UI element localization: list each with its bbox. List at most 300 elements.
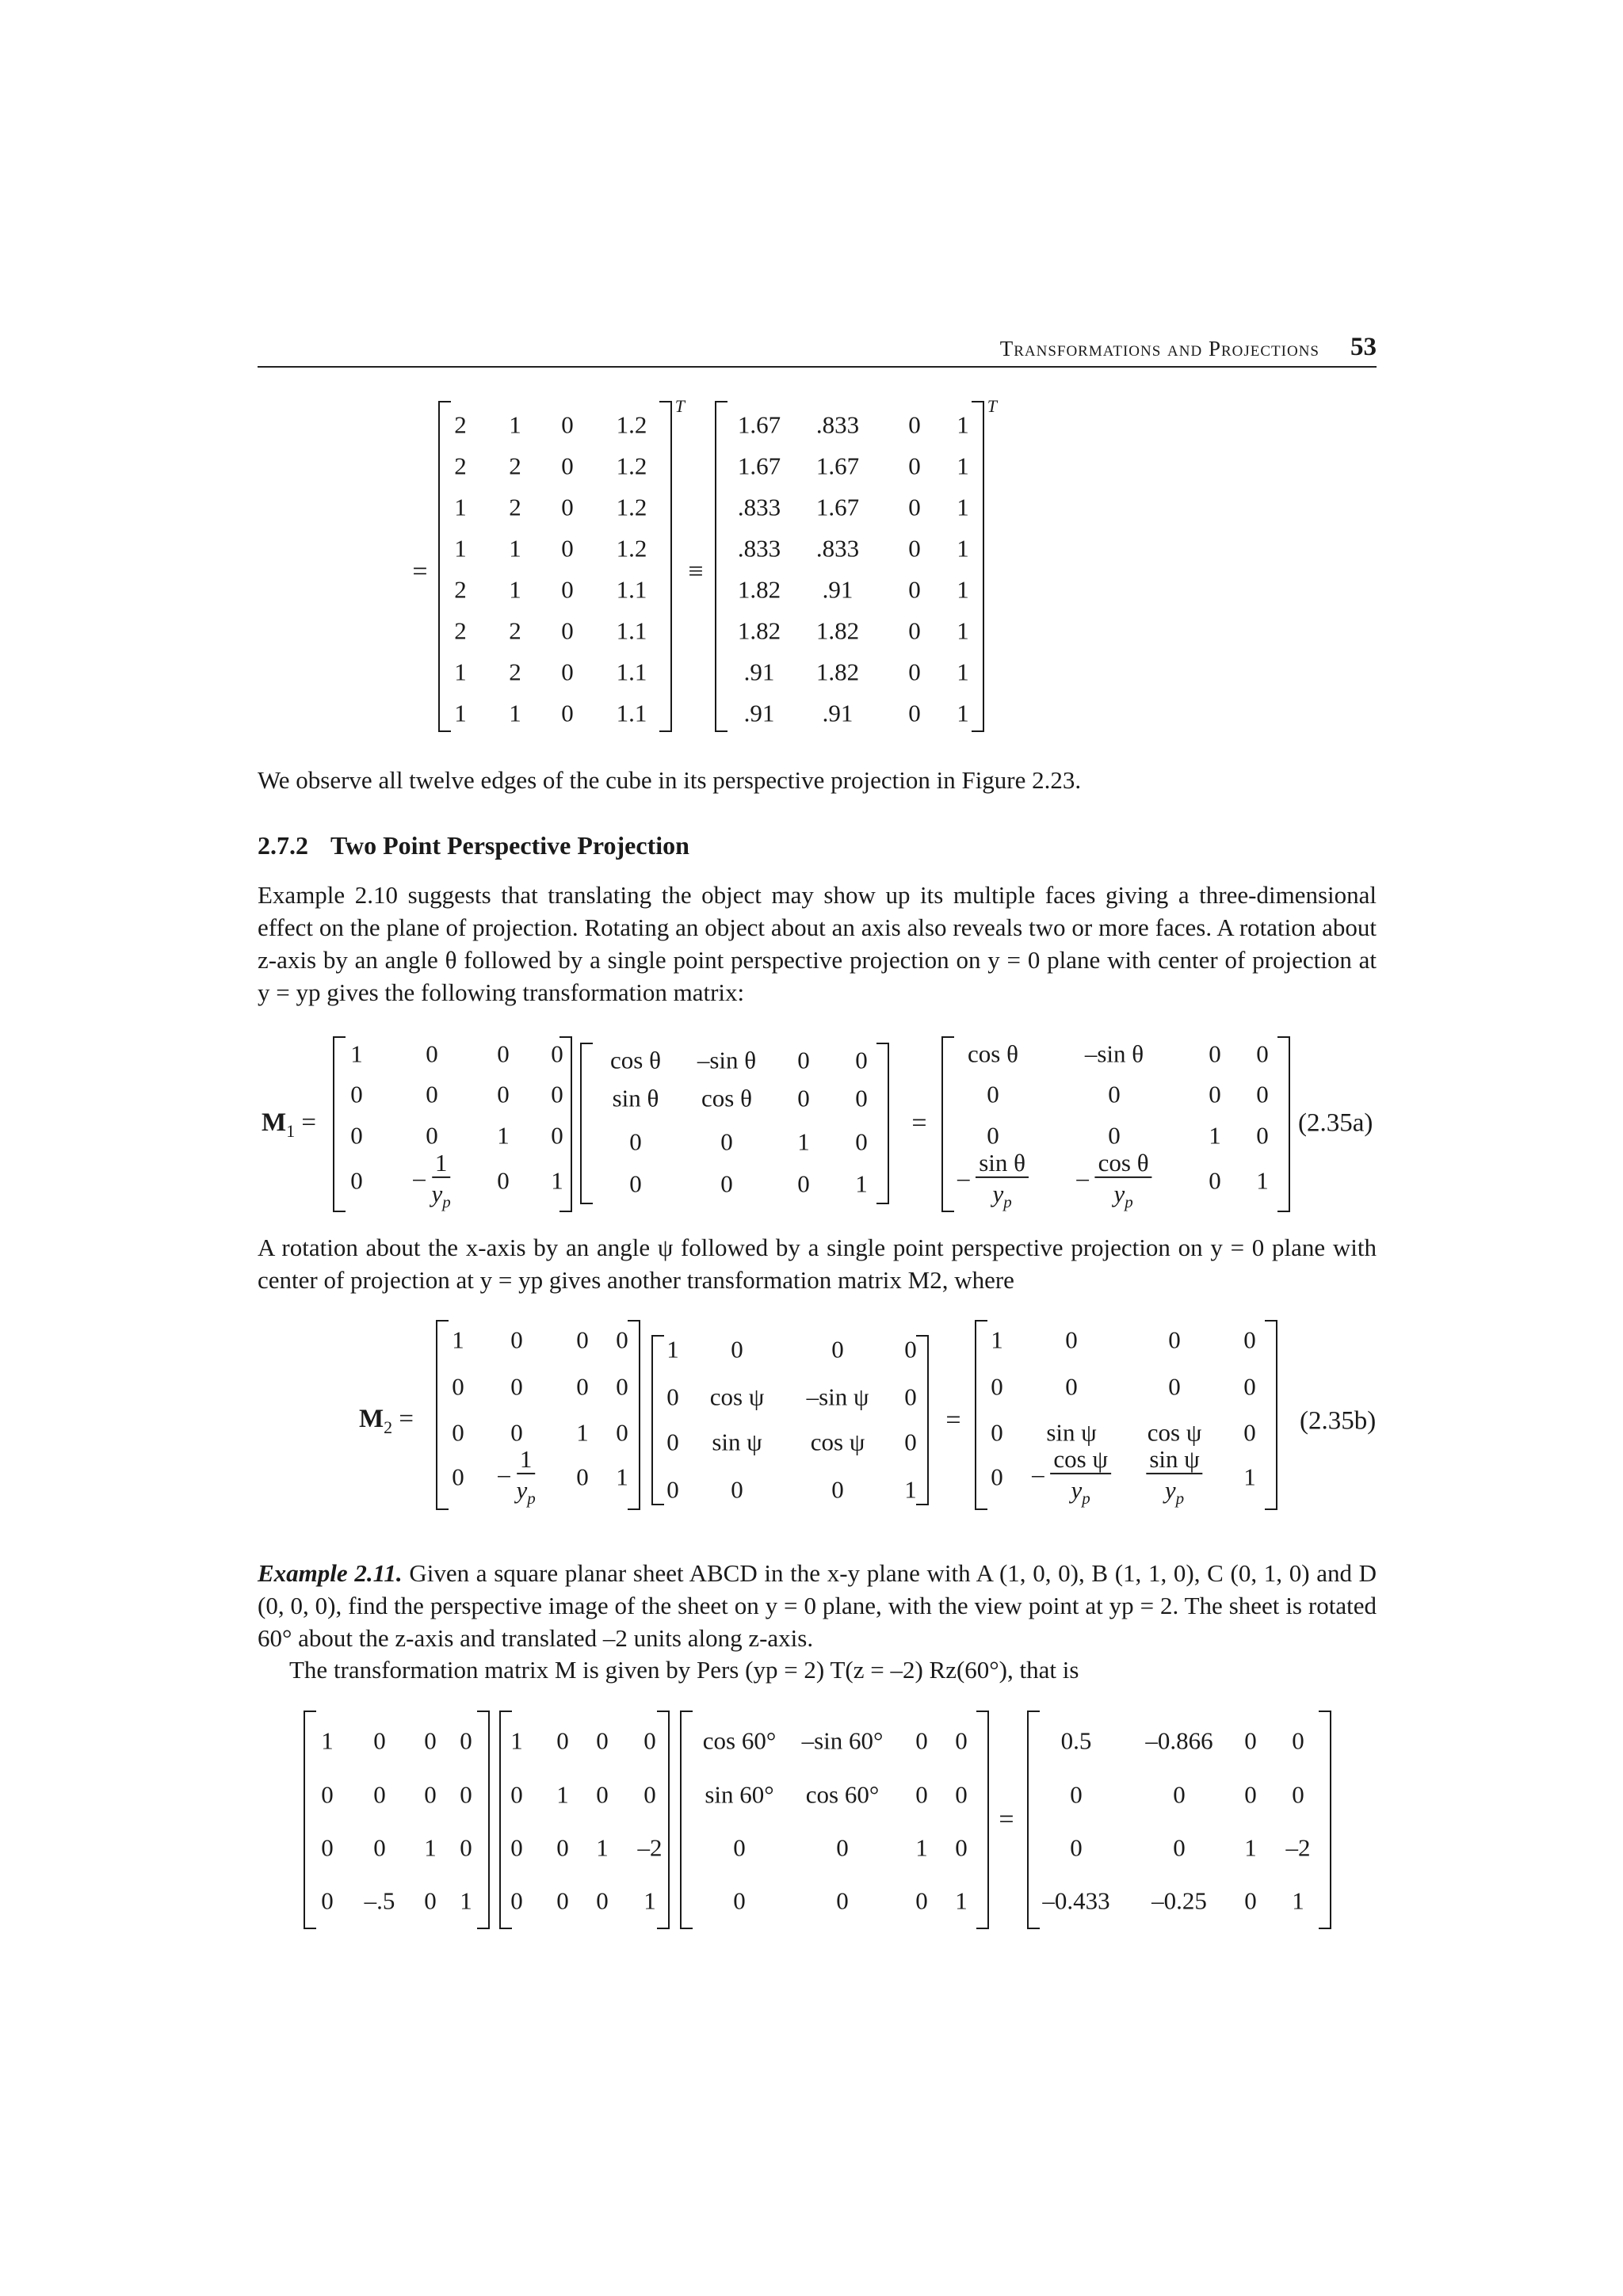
matrix-rotation-x	[651, 1335, 929, 1505]
right-bracket	[876, 1043, 889, 1204]
matrix-cell: 1	[666, 1335, 679, 1363]
matrix-result-example	[1027, 1711, 1331, 1929]
matrix-cell: 1.2	[616, 410, 647, 439]
matrix-cell: 0	[350, 1080, 363, 1108]
numerator: cos ψ	[1050, 1447, 1110, 1474]
fraction-body	[1095, 1150, 1152, 1211]
matrix-cell: .833	[737, 493, 781, 521]
right-bracket	[657, 1711, 670, 1929]
matrix-cell: .91	[822, 699, 854, 727]
matrix-cell	[1146, 1444, 1202, 1508]
matrix-label-m1: $M_1$ =	[262, 1108, 317, 1141]
matrix-cell: 1	[1292, 1886, 1304, 1915]
matrix-cell: 0	[1065, 1325, 1078, 1354]
matrix-cell: 0	[908, 658, 921, 686]
matrix-cell: 0	[831, 1335, 844, 1363]
paragraph-two-point-intro: Example 2.10 suggests that translating the object may show up its multiple faces giving a three-dimensional effect on the plane of projection. Rotating an object about an axis also reveals two or more faces. A rotation about z-axis by an angle θ followed by a single point perspective projection on y = 0 plane with center of projection at y = yp gives the following transformation matrix:	[258, 881, 1377, 1006]
matrix-cell: 2	[509, 616, 521, 645]
matrix-cell: 0	[561, 534, 574, 563]
matrix-cell: 1.1	[616, 699, 647, 727]
matrix-cell: 0	[452, 1418, 464, 1447]
denominator: $y_p$	[431, 1179, 451, 1212]
matrix-cell: 1.1	[616, 575, 647, 604]
matrix-cell: 1	[424, 1833, 437, 1862]
fraction	[1032, 1444, 1111, 1508]
matrix-perspective-example	[304, 1711, 490, 1929]
matrix-cell: 0	[1209, 1039, 1221, 1068]
matrix-result-m2	[975, 1320, 1277, 1510]
example-label: Example 2.11.	[258, 1559, 403, 1587]
matrix-cell: cos ψ	[810, 1428, 865, 1456]
matrix-cell: 1	[350, 1039, 363, 1068]
matrix-cell: 1.82	[737, 575, 781, 604]
paragraph-example-2-11	[258, 1557, 1377, 1654]
fraction-body	[1050, 1444, 1110, 1508]
paragraph-twelve-edges: We observe all twelve edges of the cube in its perspective projection in Figure 2.23.	[258, 766, 1082, 794]
matrix-cell: sin θ	[612, 1084, 659, 1112]
matrix-cell: 0	[596, 1886, 609, 1915]
section-heading	[258, 831, 689, 860]
left-bracket	[941, 1036, 954, 1212]
right-bracket	[628, 1320, 640, 1510]
matrix-cell: 0	[904, 1335, 917, 1363]
matrix-cell: 2	[454, 575, 467, 604]
equals-sign: =	[945, 1405, 961, 1435]
matrix-cell: 0	[904, 1383, 917, 1411]
matrix-cell: 1	[616, 1463, 628, 1491]
matrix-cell: 0	[510, 1833, 523, 1862]
equals-sign: =	[999, 1805, 1014, 1834]
matrix-cell: 1	[957, 410, 969, 439]
matrix-cell: 1.82	[737, 616, 781, 645]
matrix-cell: 0	[1065, 1372, 1078, 1401]
matrix-cell: 1	[957, 658, 969, 686]
matrix-cell: 1	[1244, 1833, 1257, 1862]
matrix-cell: 1.82	[815, 616, 860, 645]
matrix-cell: 1	[321, 1726, 334, 1755]
transpose-superscript: T	[987, 396, 997, 416]
matrix-cell: 0	[424, 1780, 437, 1809]
minus-sign: –	[498, 1460, 517, 1489]
matrix-cell: 0	[855, 1084, 868, 1112]
matrix-cell: 0	[373, 1780, 386, 1809]
left-bracket	[715, 401, 727, 732]
matrix-cell: –sin ψ	[806, 1383, 869, 1411]
matrix-cell: 1	[915, 1833, 928, 1862]
matrix-cell: 1	[1209, 1121, 1221, 1150]
matrix-cell: 0	[551, 1039, 563, 1068]
page-number: 53	[1350, 333, 1377, 361]
matrix-cell: 0	[556, 1833, 569, 1862]
matrix-cell: 0	[991, 1372, 1003, 1401]
matrix-cell: –sin 60°	[801, 1726, 884, 1755]
matrix-cell: 0	[510, 1886, 523, 1915]
matrix-cell: 0	[855, 1127, 868, 1156]
matrix-cell: 1.2	[616, 493, 647, 521]
fraction-body	[976, 1150, 1029, 1211]
matrix-cell: 0	[350, 1121, 363, 1150]
matrix-cell: 0	[426, 1080, 438, 1108]
right-bracket	[1265, 1320, 1277, 1510]
matrix-cell: 1	[454, 534, 467, 563]
matrix-cell: cos 60°	[702, 1726, 777, 1755]
matrix-cell: 1.2	[616, 534, 647, 563]
matrix-cell: 0	[908, 452, 921, 480]
matrix-cell: 0	[616, 1418, 628, 1447]
matrix-cell: 1.2	[616, 452, 647, 480]
matrix-cell: 0	[426, 1121, 438, 1150]
matrix-cell: 0	[666, 1428, 679, 1456]
matrix-cell: 0	[1256, 1121, 1269, 1150]
matrix-cell: 0	[497, 1080, 510, 1108]
matrix-cell	[498, 1444, 536, 1508]
matrix-cell	[957, 1150, 1029, 1211]
matrix-cell: .833	[815, 410, 860, 439]
running-header	[258, 331, 1377, 368]
matrix-cell: 0	[987, 1121, 999, 1150]
matrix-cell: 2	[509, 493, 521, 521]
matrix-cell: 0	[731, 1475, 743, 1504]
matrix-cell: 1.67	[737, 452, 781, 480]
matrix-cell: 0	[1209, 1080, 1221, 1108]
matrix-cell: 0	[510, 1325, 523, 1354]
matrix-cell: sin ψ	[1046, 1418, 1097, 1447]
equals-sign: =	[911, 1108, 927, 1138]
matrix-cell: 1	[509, 699, 521, 727]
equivalence-sign: ≡	[688, 557, 704, 586]
matrix-cell: 0	[904, 1428, 917, 1456]
matrix-cell: 1	[497, 1121, 510, 1150]
matrix-cell: 0	[1173, 1780, 1186, 1809]
matrix-cell: 0	[629, 1127, 642, 1156]
matrix-cell: 0	[955, 1780, 968, 1809]
matrix-cell: 2	[509, 452, 521, 480]
paragraph-transformation: The transformation matrix M is given by Pers (yp = 2) T(z = –2) Rz(60°), that is	[289, 1656, 1079, 1684]
matrix-cell: 1.67	[815, 452, 860, 480]
matrix-cell: 0	[1244, 1780, 1257, 1809]
numerator: 1	[517, 1447, 536, 1474]
left-bracket	[333, 1036, 346, 1212]
matrix-translation	[499, 1711, 670, 1929]
matrix-cell: 2	[454, 616, 467, 645]
matrix-projected-cube	[715, 396, 997, 732]
matrix-cell: 1	[855, 1169, 868, 1198]
matrix-cell: 0	[1108, 1080, 1121, 1108]
matrix-cell: 0	[629, 1169, 642, 1198]
matrix-cell: 0	[955, 1726, 968, 1755]
matrix-cell	[1076, 1150, 1151, 1211]
matrix-cell: 0	[1070, 1780, 1083, 1809]
matrix-cell: 0	[731, 1335, 743, 1363]
matrix-cell: –sin θ	[1084, 1039, 1144, 1068]
matrix-cell: 0	[460, 1833, 472, 1862]
matrix-cell: 1	[797, 1127, 810, 1156]
equation-number: (2.35b)	[1300, 1406, 1377, 1436]
matrix-cell: 0	[666, 1475, 679, 1504]
matrix-cell: 1	[991, 1325, 1003, 1354]
matrix-cell: 0	[1108, 1121, 1121, 1150]
matrix-cell: 0	[556, 1726, 569, 1755]
matrix-cell: .833	[737, 534, 781, 563]
matrix-cell: 1	[556, 1780, 569, 1809]
matrix-cell: 0	[460, 1780, 472, 1809]
matrix-cell: 1.1	[616, 658, 647, 686]
matrix-label-m2: $M_2$ =	[359, 1405, 414, 1437]
matrix-cell: 0	[561, 493, 574, 521]
minus-sign: –	[1032, 1460, 1051, 1489]
minus-sign: –	[1076, 1164, 1095, 1192]
matrix-cell: 0	[576, 1325, 589, 1354]
matrix-cell: 0	[733, 1833, 746, 1862]
matrix-cell: sin ψ	[712, 1428, 762, 1456]
matrix-cell: 0	[915, 1780, 928, 1809]
matrix-cell: 0	[452, 1372, 464, 1401]
matrix-cell: 0	[908, 493, 921, 521]
matrix-cell: 0	[991, 1463, 1003, 1491]
numerator: sin θ	[976, 1150, 1029, 1178]
matrix-cell: 0	[561, 658, 574, 686]
fraction	[1076, 1148, 1151, 1212]
equals-sign: =	[412, 557, 428, 586]
minus-sign: –	[413, 1164, 432, 1192]
right-bracket	[1277, 1036, 1290, 1212]
matrix-cell: 0	[797, 1084, 810, 1112]
matrix-cell: 1.1	[616, 616, 647, 645]
matrix-cell: 0	[797, 1169, 810, 1198]
matrix-cell: cos 60°	[805, 1780, 880, 1809]
matrix-rotation-z	[580, 1043, 889, 1204]
matrix-cell: –sin θ	[697, 1046, 757, 1074]
right-bracket	[976, 1711, 989, 1929]
matrix-cell: –2	[637, 1833, 663, 1862]
denominator: $y_p$	[1113, 1179, 1133, 1212]
matrix-cell: 1	[957, 493, 969, 521]
matrix-cell: 0	[576, 1463, 589, 1491]
matrix-cell: 0	[908, 575, 921, 604]
matrix-cell: cos θ	[968, 1039, 1018, 1068]
matrix-cell: 0	[797, 1046, 810, 1074]
numerator: cos θ	[1095, 1150, 1152, 1178]
matrix-cell: 1	[955, 1886, 968, 1915]
right-bracket	[916, 1335, 929, 1505]
right-bracket	[1319, 1711, 1331, 1929]
matrix-cell: –0.866	[1145, 1726, 1213, 1755]
matrix-cell: 0	[720, 1127, 733, 1156]
fraction	[413, 1148, 451, 1212]
fraction-body	[516, 1444, 536, 1508]
matrix-cell: 0	[915, 1726, 928, 1755]
matrix-cell: 0	[855, 1046, 868, 1074]
matrix-cell: 0	[551, 1080, 563, 1108]
matrix-cell: 0	[497, 1039, 510, 1068]
matrix-cell: 0	[424, 1726, 437, 1755]
transpose-superscript: T	[674, 396, 685, 416]
matrix-cell: .91	[822, 575, 854, 604]
matrix-cell: 0	[596, 1780, 609, 1809]
section-number: 2.7.2	[258, 831, 308, 860]
matrix-cell: 0	[576, 1372, 589, 1401]
matrix-cell: 0	[350, 1166, 363, 1195]
equation-number: (2.35a)	[1298, 1108, 1373, 1138]
matrix-cell: 1.67	[737, 410, 781, 439]
matrix-cell: 2	[454, 452, 467, 480]
matrix-cell: 0	[561, 699, 574, 727]
denominator: $y_p$	[992, 1179, 1012, 1212]
matrix-cell: –2	[1285, 1833, 1311, 1862]
matrix-cell: 1	[509, 410, 521, 439]
left-bracket	[438, 401, 451, 732]
matrix-cell: 0	[1209, 1166, 1221, 1195]
matrix-cell: 0	[955, 1833, 968, 1862]
right-bracket	[972, 401, 984, 732]
matrix-cell: 1	[643, 1886, 656, 1915]
matrix-rotation-60	[680, 1711, 989, 1929]
matrix-cell: 0	[561, 616, 574, 645]
matrix-cell: 0	[643, 1780, 656, 1809]
matrix-cell: 0	[452, 1463, 464, 1491]
matrix-cell: 1.67	[815, 493, 860, 521]
matrix-cell: 0	[908, 534, 921, 563]
matrix-cell: 0	[373, 1726, 386, 1755]
matrix-cell: .91	[743, 699, 775, 727]
matrix-cell: 0	[373, 1833, 386, 1862]
matrix-cell: 0	[1292, 1780, 1304, 1809]
right-bracket	[477, 1711, 490, 1929]
matrix-cell: 0	[1070, 1833, 1083, 1862]
matrix-cell: 1.82	[815, 658, 860, 686]
matrix-cell: 0	[666, 1383, 679, 1411]
matrix-cell: 0	[836, 1886, 849, 1915]
matrix-perspective	[436, 1320, 640, 1510]
matrix-cell: 0	[510, 1780, 523, 1809]
matrix-cell: 0	[616, 1372, 628, 1401]
matrix-cell: 0	[1168, 1325, 1181, 1354]
matrix-cell: 0	[1256, 1080, 1269, 1108]
matrix-cell: cos θ	[701, 1084, 752, 1112]
matrix-cell: cos θ	[610, 1046, 661, 1074]
numerator: sin ψ	[1146, 1447, 1202, 1474]
fraction	[498, 1444, 536, 1508]
matrix-cell: 1	[454, 493, 467, 521]
denominator: $y_p$	[1164, 1475, 1185, 1508]
matrix-cell: 1	[551, 1166, 563, 1195]
matrix-cell: 0	[424, 1886, 437, 1915]
matrix-cell: 1	[1243, 1463, 1256, 1491]
matrix-cell: 0	[510, 1372, 523, 1401]
matrix-cell: .91	[743, 658, 775, 686]
matrix-cell: 0	[1168, 1372, 1181, 1401]
matrix-cell: 1	[576, 1418, 589, 1447]
matrix-cell: 0	[1243, 1372, 1256, 1401]
matrix-cell: .833	[815, 534, 860, 563]
matrix-cell: 0	[1256, 1039, 1269, 1068]
matrix-cell: 1	[460, 1886, 472, 1915]
matrix-cell: 2	[509, 658, 521, 686]
minus-sign: –	[957, 1164, 976, 1192]
left-bracket	[436, 1320, 449, 1510]
matrix-cell: 0	[1173, 1833, 1186, 1862]
matrix-cell: 0	[321, 1833, 334, 1862]
matrix-perspective	[333, 1036, 572, 1212]
matrix-result-m1	[941, 1036, 1290, 1212]
matrix-cell: 0	[720, 1169, 733, 1198]
fraction-body	[1146, 1444, 1202, 1508]
left-bracket	[304, 1711, 316, 1929]
matrix-cell: 1	[596, 1833, 609, 1862]
matrix-cell: 0	[908, 616, 921, 645]
matrix-cell	[413, 1150, 451, 1211]
matrix-cell: 1	[1256, 1166, 1269, 1195]
matrix-cell: 1	[509, 534, 521, 563]
matrix-cell: 0	[987, 1080, 999, 1108]
matrix-cell: cos ψ	[1147, 1418, 1202, 1447]
matrix-cell: 0	[643, 1726, 656, 1755]
matrix-cell: 0	[733, 1886, 746, 1915]
numerator: 1	[432, 1150, 451, 1178]
matrix-cell: 1	[452, 1325, 464, 1354]
matrix-cell: 2	[454, 410, 467, 439]
matrix-cell: 0	[561, 410, 574, 439]
matrix-cell: 0	[426, 1039, 438, 1068]
matrix-cell: sin 60°	[705, 1780, 774, 1809]
matrix-cell: 1	[509, 575, 521, 604]
matrix-cell: 0	[561, 575, 574, 604]
matrix-cell: 0	[836, 1833, 849, 1862]
denominator: $y_p$	[1071, 1475, 1090, 1508]
paragraph-x-rotation: A rotation about the x-axis by an angle ψ followed by a single point perspective projection on y = 0 plane with center of projection at y = yp gives another transformation matrix M2, where	[258, 1234, 1377, 1294]
matrix-original-cube	[438, 396, 685, 732]
matrix-cell: 1	[510, 1726, 523, 1755]
matrix-cell: 0	[908, 410, 921, 439]
matrix-cell: 1	[957, 452, 969, 480]
matrix-cell: 1	[957, 699, 969, 727]
matrix-cell: 0	[551, 1121, 563, 1150]
matrix-cell: 0	[1243, 1418, 1256, 1447]
left-bracket	[680, 1711, 693, 1929]
matrix-cell: 0	[596, 1726, 609, 1755]
left-bracket	[651, 1335, 664, 1505]
matrix-cell: 0	[991, 1418, 1003, 1447]
example-text: Given a square planar sheet ABCD in the x-y plane with A (1, 0, 0), B (1, 1, 0), C (0, 1, 0) and D (0, 0, 0), find the perspective image of the sheet on y = 0 plane, with the view point at yp = 2. The sheet is rotated 60° about the z-axis and translated –2 units along z-axis.	[258, 1559, 1377, 1652]
fraction	[1146, 1444, 1202, 1508]
matrix-cell: 0	[831, 1475, 844, 1504]
matrix-cell: 0	[321, 1780, 334, 1809]
matrix-cell: cos ψ	[709, 1383, 765, 1411]
matrix-cell: 0	[556, 1886, 569, 1915]
matrix-cell: –0.433	[1042, 1886, 1110, 1915]
matrix-cell: –.5	[364, 1886, 395, 1915]
matrix-cell: 1	[454, 658, 467, 686]
matrix-cell: 0	[1244, 1726, 1257, 1755]
left-bracket	[580, 1043, 593, 1204]
matrix-cell: 0	[908, 699, 921, 727]
running-title: Transformations and Projections	[999, 337, 1319, 360]
left-bracket	[1027, 1711, 1040, 1929]
matrix-cell: 1	[957, 575, 969, 604]
left-bracket	[975, 1320, 987, 1510]
matrix-cell: 0	[497, 1166, 510, 1195]
fraction	[957, 1148, 1029, 1212]
matrix-cell: 0	[1244, 1886, 1257, 1915]
matrix-cell	[1032, 1444, 1111, 1508]
matrix-cell: 0.5	[1060, 1726, 1092, 1755]
matrix-cell: 0	[616, 1325, 628, 1354]
fraction-body	[431, 1150, 450, 1211]
matrix-cell: 1	[904, 1475, 917, 1504]
section-title: Two Point Perspective Projection	[330, 831, 689, 860]
matrix-cell: 0	[915, 1886, 928, 1915]
matrix-cell: 0	[1292, 1726, 1304, 1755]
